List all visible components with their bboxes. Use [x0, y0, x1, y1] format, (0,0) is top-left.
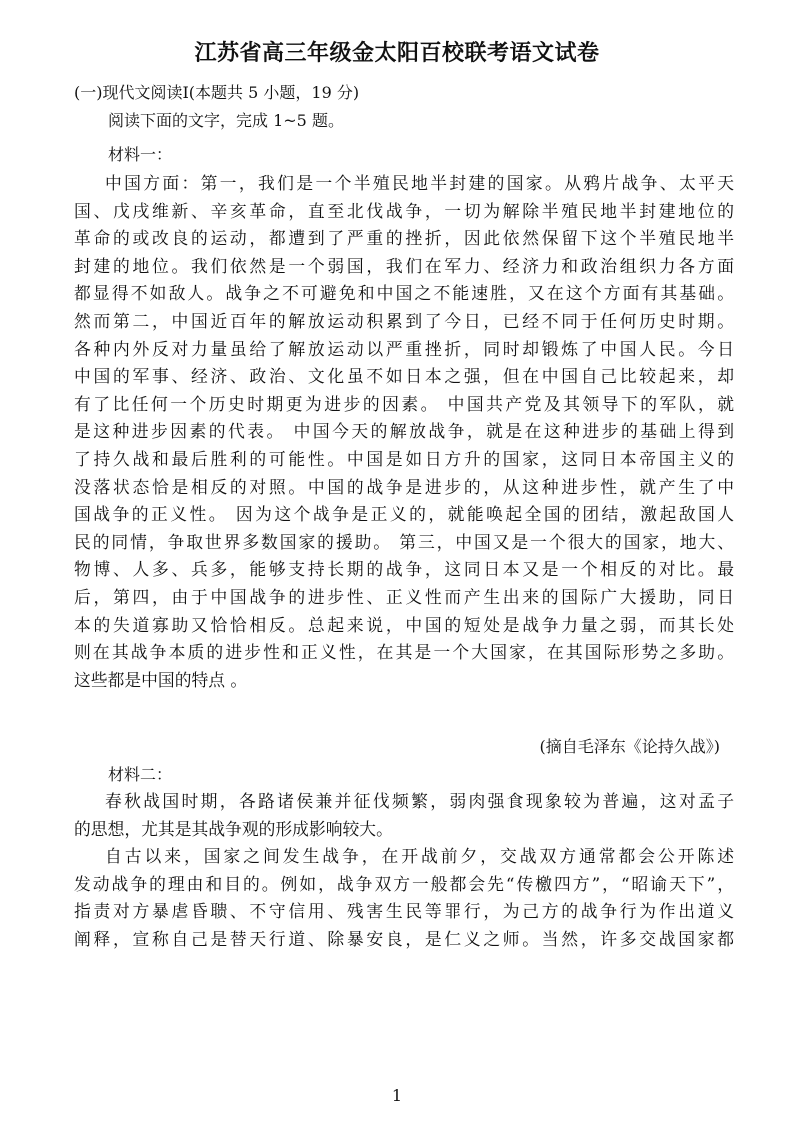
page-number: 1 — [391, 1086, 403, 1105]
text-line: 是这种进步因素的代表。 中国今天的解放战争，就是在这种进步的基础上得到 — [74, 421, 734, 442]
text-line: 这些都是中国的特点 。 — [74, 669, 248, 690]
text-line: 春秋战国时期，各路诸侯兼并征伐频繁，弱肉强食现象较为普遍，这对孟子 — [105, 791, 734, 811]
text-line: 了持久战和最后胜利的可能性。中国是如日方升的国家，这同日本帝国主义的 — [74, 448, 734, 469]
text-line: 本的失道寡助又恰恰相反。总起来说，中国的短处是战争力量之弱，而其长处 — [74, 614, 734, 635]
text-line: 物博、人多、兵多，能够支持长期的战争，这同日本又是一个相反的对比。最 — [74, 559, 734, 580]
text-line: 然而第二，中国近百年的解放运动积累到了今日，已经不同于任何历史时期。 — [74, 310, 734, 331]
text-line: 各种内外反对力量虽给了解放运动以严重挫折，同时却锻炼了中国人民。今日 — [74, 338, 734, 359]
text-line: 指责对方暴虐昏聩、不守信用、残害生民等罪行，为己方的战争行为作出道义 — [74, 901, 734, 922]
text-line: 都显得不如敌人。战争之不可避免和中国之不能速胜，又在这个方面有其基础。 — [74, 283, 734, 304]
text-line: 封建的地位。我们依然是一个弱国，我们在军力、经济力和政治组织力各方面 — [74, 255, 734, 276]
source-citation: (摘自毛泽东《论持久战》) — [539, 737, 720, 756]
text-line: 后，第四，由于中国战争的进步性、正义性而产生出来的国际广大援助，同日 — [74, 586, 734, 607]
material2-text — [74, 788, 734, 954]
text-line: 国、戊戌维新、辛亥革命，直至北伐战争，一切为解除半殖民地半封建地位的 — [74, 200, 734, 221]
text-line: 自古以来，国家之间发生战争，在开战前夕，交战双方通常都会公开陈述 — [105, 846, 734, 867]
instruction: 阅读下面的文字，完成 1~5 题。 — [108, 111, 344, 130]
text-line: 的思想，尤其是其战争观的形成影响较大。 — [74, 818, 393, 839]
text-line: 中国的军事、经济、政治、文化虽不如日本之强，但在中国自己比较起来，却 — [74, 366, 734, 387]
text-line: 民的同情，争取世界多数国家的援助。 第三，中国又是一个很大的国家，地大、 — [74, 531, 734, 552]
text-line: 则在其战争本质的进步性和正义性，在其是一个大国家，在其国际形势之多助。 — [74, 642, 734, 663]
text-line: 中国方面：第一，我们是一个半殖民地半封建的国家。从鸦片战争、太平天 — [105, 173, 734, 193]
material1-label: 材料一： — [108, 145, 173, 164]
text-line: 发动战争的理由和目的。例如，战争双方一般都会先“传檄四方”，“昭谕天下”， — [74, 873, 734, 894]
text-line: 阐释，宣称自己是替天行道、除暴安良，是仁义之师。当然，许多交战国家都 — [74, 928, 734, 949]
material2-label: 材料二： — [108, 765, 173, 784]
text-line: 革命的或改良的运动，都遭到了严重的挫折，因此依然保留下这个半殖民地半 — [74, 228, 734, 249]
section-heading: (一)现代文阅读I(本题共 5 小题，19 分) — [74, 83, 360, 102]
page-title: 江苏省高三年级金太阳百校联考语文试卷 — [194, 41, 600, 66]
text-line: 没落状态恰是相反的对照。中国的战争是进步的，从这种进步性，就产生了中 — [74, 476, 734, 497]
text-line: 有了比任何一个历史时期更为进步的因素。 中国共产党及其领导下的军队，就 — [74, 393, 734, 414]
material1-text — [74, 170, 734, 694]
text-line: 国战争的正义性。 因为这个战争是正义的，就能唤起全国的团结，激起敌国人 — [74, 504, 734, 525]
